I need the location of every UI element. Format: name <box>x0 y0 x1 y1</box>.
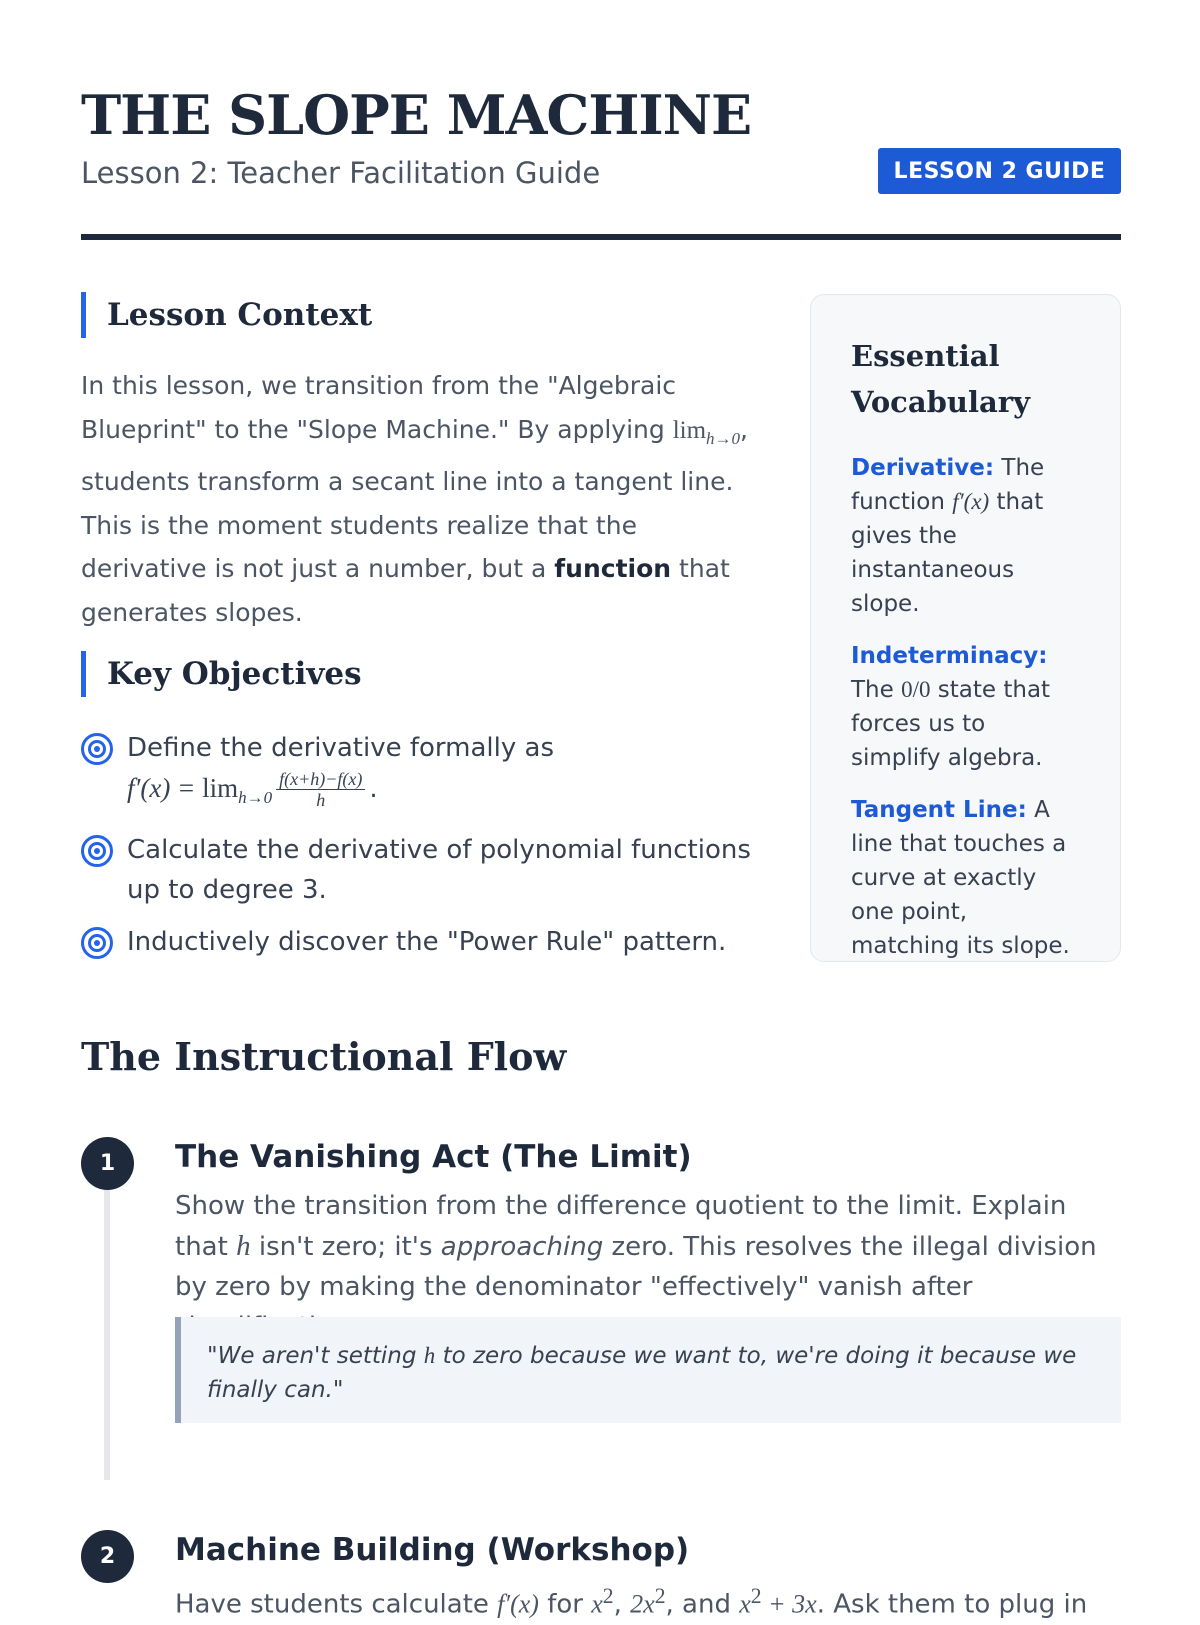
step-text: isn't zero; it's <box>250 1232 441 1262</box>
header-divider <box>81 234 1121 240</box>
math-derivative-lhs: f′(x) = <box>127 773 203 803</box>
vocab-def: A line that touches a curve at exactly one point, matching its slope. <box>851 797 1070 959</box>
vocab-term: Tangent Line: <box>851 797 1027 823</box>
vocabulary-card <box>810 294 1121 962</box>
step-math: h <box>236 1230 251 1262</box>
step-number-badge: 2 <box>81 1530 134 1583</box>
step-2-title: Machine Building (Workshop) <box>175 1532 690 1568</box>
quote-text: to zero because we want to, we're doing it because we finally can." <box>207 1343 1077 1403</box>
vocab-item-indeterminacy <box>851 639 1080 775</box>
list-item <box>81 922 761 962</box>
instructional-flow-heading: The Instructional Flow <box>81 1034 567 1079</box>
page-title: THE SLOPE MACHINE <box>81 83 752 147</box>
step-math-exp: 2 <box>750 1584 762 1608</box>
step-text: , <box>613 1589 631 1620</box>
context-math-lim <box>672 416 741 448</box>
math-fraction <box>276 769 365 810</box>
objective-text: Define the derivative formally as <box>127 733 554 763</box>
step-text: Have students calculate <box>175 1589 498 1620</box>
list-item <box>81 830 761 910</box>
list-item <box>81 728 761 818</box>
step-math: + 3x <box>761 1589 817 1619</box>
step-2-body <box>175 1576 1121 1625</box>
step-math: f′(x) <box>497 1589 539 1619</box>
lesson-context-text <box>81 364 761 634</box>
fraction-denominator: h <box>316 790 326 810</box>
teacher-quote <box>175 1317 1121 1423</box>
vocab-math: f′(x) <box>952 489 990 514</box>
fraction-numerator: f(x+h)−f(x) <box>276 769 365 790</box>
context-text-part: that generates slopes. <box>81 554 730 627</box>
step-1-title: The Vanishing Act (The Limit) <box>175 1139 692 1175</box>
objectives-list <box>81 728 761 974</box>
math-lim-sub: h→0 <box>706 428 741 448</box>
context-text-part: , students transform a secant line into a tangent line. This is the moment students realize that the derivative is not just a number, but a <box>81 414 748 583</box>
step-text: for <box>538 1589 592 1620</box>
objective-2: Calculate the derivative of polynomial functions up to degree 3. <box>127 835 751 906</box>
vocab-def: The <box>851 677 902 703</box>
key-objectives-heading: Key Objectives <box>81 651 362 697</box>
target-icon <box>81 733 113 765</box>
quote-math: h <box>423 1343 436 1368</box>
vocab-item-tangent-line <box>851 793 1080 963</box>
math-lim: lim <box>202 773 239 803</box>
step-number-badge: 1 <box>81 1137 134 1190</box>
target-icon <box>81 835 113 867</box>
vocab-item-derivative <box>851 451 1080 621</box>
step-text: Show the transition from the difference quotient to the limit. Explain that <box>175 1191 1067 1262</box>
vocab-term: Indeterminacy: <box>851 643 1048 669</box>
step-math: x <box>739 1589 751 1619</box>
vocab-def: state that forces us to simplify algebra. <box>851 677 1051 771</box>
vocab-math: 0/0 <box>901 677 931 702</box>
vocab-term: Derivative: <box>851 455 995 481</box>
math-lim-sub: h→0 <box>238 788 273 808</box>
vocab-def: The function <box>851 455 1045 515</box>
step-text: zero. This resolves the illegal division by zero by making the denominator "effectively" vanish after <box>175 1232 1097 1302</box>
quote-text: "We aren't setting <box>207 1343 424 1369</box>
step-text: . Ask them to plug in <box>816 1589 1088 1620</box>
objective-1 <box>127 728 554 818</box>
step-text: , and <box>665 1589 740 1620</box>
step-math-exp: 2 <box>602 1584 614 1608</box>
step-emphasis: approaching <box>440 1232 604 1262</box>
objective-period: . <box>369 774 378 804</box>
step-math-exp: 2 <box>654 1584 666 1608</box>
math-lim: lim <box>672 416 707 444</box>
page-subtitle: Lesson 2: Teacher Facilitation Guide <box>81 156 601 190</box>
objective-3: Inductively discover the "Power Rule" pattern. <box>127 927 727 958</box>
step-math: 2x <box>630 1589 655 1619</box>
lesson-context-heading: Lesson Context <box>81 292 372 338</box>
context-text-part: In this lesson, we transition from the "Algebraic Blueprint" to the "Slope Machine." By applying <box>81 371 677 444</box>
target-icon <box>81 927 113 959</box>
vocabulary-title: Essential Vocabulary <box>851 339 1030 419</box>
vocab-def: that gives the instantaneous slope. <box>851 489 1044 617</box>
lesson-guide-badge: LESSON 2 GUIDE <box>878 148 1121 194</box>
page-header <box>81 83 1121 190</box>
step-math: x <box>591 1589 603 1619</box>
context-bold-word: function <box>554 554 672 583</box>
step-connector-line <box>104 1180 110 1480</box>
